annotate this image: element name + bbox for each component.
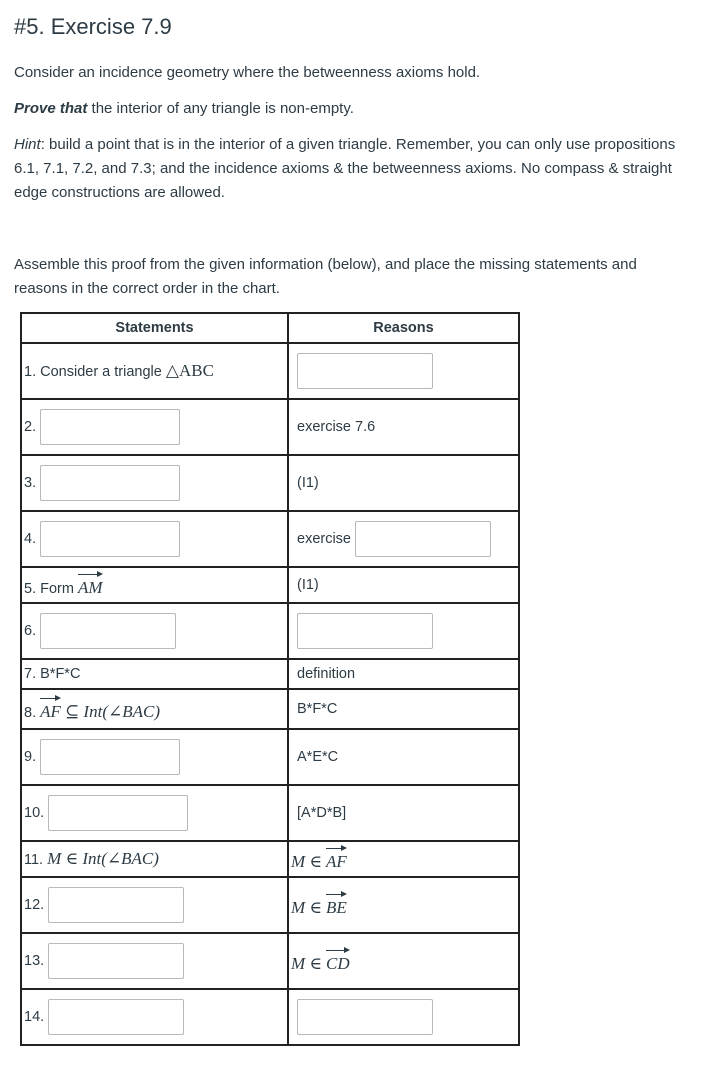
statement-cell-8: 8. AF ⊆ Int(∠BAC) (21, 689, 288, 729)
proof-row-6 (21, 603, 519, 659)
proof-row-1 (21, 343, 519, 399)
statement-cell-4: 4. (21, 511, 288, 567)
reason-text-4: exercise (297, 530, 351, 547)
statement-cell-5: 5. Form AM (21, 567, 288, 603)
statement-cell-12: 12. (21, 877, 288, 933)
proof-row-14 (21, 989, 519, 1045)
reason-cell-4 (288, 511, 519, 567)
statement-cell-3: 3. (21, 455, 288, 511)
statement-drop-zone-4[interactable] (40, 521, 180, 557)
reason-math-13: M ∈ (291, 954, 322, 973)
proof-row-7 (21, 659, 519, 689)
statement-drop-zone-12[interactable] (48, 887, 184, 923)
page-title: #5. Exercise 7.9 (14, 14, 172, 39)
proof-row-9 (21, 729, 519, 785)
reason-cell-2: exercise 7.6 (288, 399, 519, 455)
reason-cell-7: definition (288, 659, 519, 689)
subset-interior-math: ⊆ Int(∠BAC) (64, 702, 160, 721)
reason-math-12: M ∈ (291, 898, 322, 917)
prove-statement (14, 97, 684, 121)
statement-text-1: Consider a triangle (40, 364, 162, 380)
statement-cell-6: 6. (21, 603, 288, 659)
reason-cell-9: A*E*C (288, 729, 519, 785)
statement-drop-zone-6[interactable] (40, 613, 176, 649)
reason-cell-10: [A*D*B] (288, 785, 519, 841)
statement-cell-2: 2. (21, 399, 288, 455)
proof-row-4 (21, 511, 519, 567)
intro-text: Consider an incidence geometry where the betweenness axioms hold. (14, 64, 481, 81)
proof-row-8 (21, 689, 519, 729)
statement-cell-14: 14. (21, 989, 288, 1045)
reason-cell-13 (288, 933, 519, 989)
statement-cell-1: 1. Consider a triangle △ABC (21, 343, 288, 399)
statement-drop-zone-10[interactable] (48, 795, 188, 831)
proof-row-2 (21, 399, 519, 455)
statement-text-7: B*F*C (40, 666, 81, 682)
reason-math-11: M ∈ (291, 852, 322, 871)
ray-af-reason: AF (326, 846, 347, 872)
ray-be-reason: BE (326, 892, 347, 918)
reason-cell-14 (288, 989, 519, 1045)
statement-cell-13: 13. (21, 933, 288, 989)
proof-table (20, 312, 520, 1046)
reasons-header: Reasons (288, 313, 519, 343)
statements-header: Statements (21, 313, 288, 343)
instructions-text: Assemble this proof from the given information (below), and place the missing statements and reasons in the correct order in the chart. (14, 256, 637, 297)
statement-drop-zone-13[interactable] (48, 943, 184, 979)
prove-label: Prove that (14, 100, 88, 117)
statement-cell-7: 7. B*F*C (21, 659, 288, 689)
reason-cell-6 (288, 603, 519, 659)
reason-drop-zone-1[interactable] (297, 353, 433, 389)
reason-cell-8: B*F*C (288, 689, 519, 729)
proof-row-12 (21, 877, 519, 933)
proof-row-10 (21, 785, 519, 841)
triangle-math: △ABC (165, 361, 214, 380)
proof-row-5 (21, 567, 519, 603)
reason-cell-11 (288, 841, 519, 877)
proof-row-11 (21, 841, 519, 877)
reason-drop-zone-6[interactable] (297, 613, 433, 649)
statement-cell-10: 10. (21, 785, 288, 841)
hint-label: Hint (14, 136, 41, 153)
prove-text: the interior of any triangle is non-empty. (87, 100, 354, 117)
reason-cell-1 (288, 343, 519, 399)
proof-row-3 (21, 455, 519, 511)
ray-cd-reason: CD (326, 948, 350, 974)
hint-text: : build a point that is in the interior of a given triangle. Remember, you can only use propositions 6.1, 7.1, 7.2, and 7.3; and the incidence axioms & the betweenness axioms. No compass & straight edge constructions are allowed. (14, 136, 676, 201)
statement-cell-11: 11. M ∈ Int(∠BAC) (21, 841, 288, 877)
reason-drop-zone-4[interactable] (355, 521, 491, 557)
reason-drop-zone-14[interactable] (297, 999, 433, 1035)
statement-drop-zone-3[interactable] (40, 465, 180, 501)
reason-cell-3: (I1) (288, 455, 519, 511)
reason-cell-12 (288, 877, 519, 933)
statement-cell-9: 9. (21, 729, 288, 785)
ray-af-math: AF (40, 696, 61, 722)
ray-am-math: AM (78, 572, 103, 598)
table-header-row (21, 313, 519, 343)
statement-drop-zone-2[interactable] (40, 409, 180, 445)
proof-row-13 (21, 933, 519, 989)
statement-drop-zone-14[interactable] (48, 999, 184, 1035)
statement-text-5: Form (40, 581, 74, 597)
reason-cell-5: (I1) (288, 567, 519, 603)
statement-drop-zone-9[interactable] (40, 739, 180, 775)
m-in-interior-math: M ∈ Int(∠BAC) (47, 849, 159, 868)
hint-paragraph (14, 133, 684, 205)
